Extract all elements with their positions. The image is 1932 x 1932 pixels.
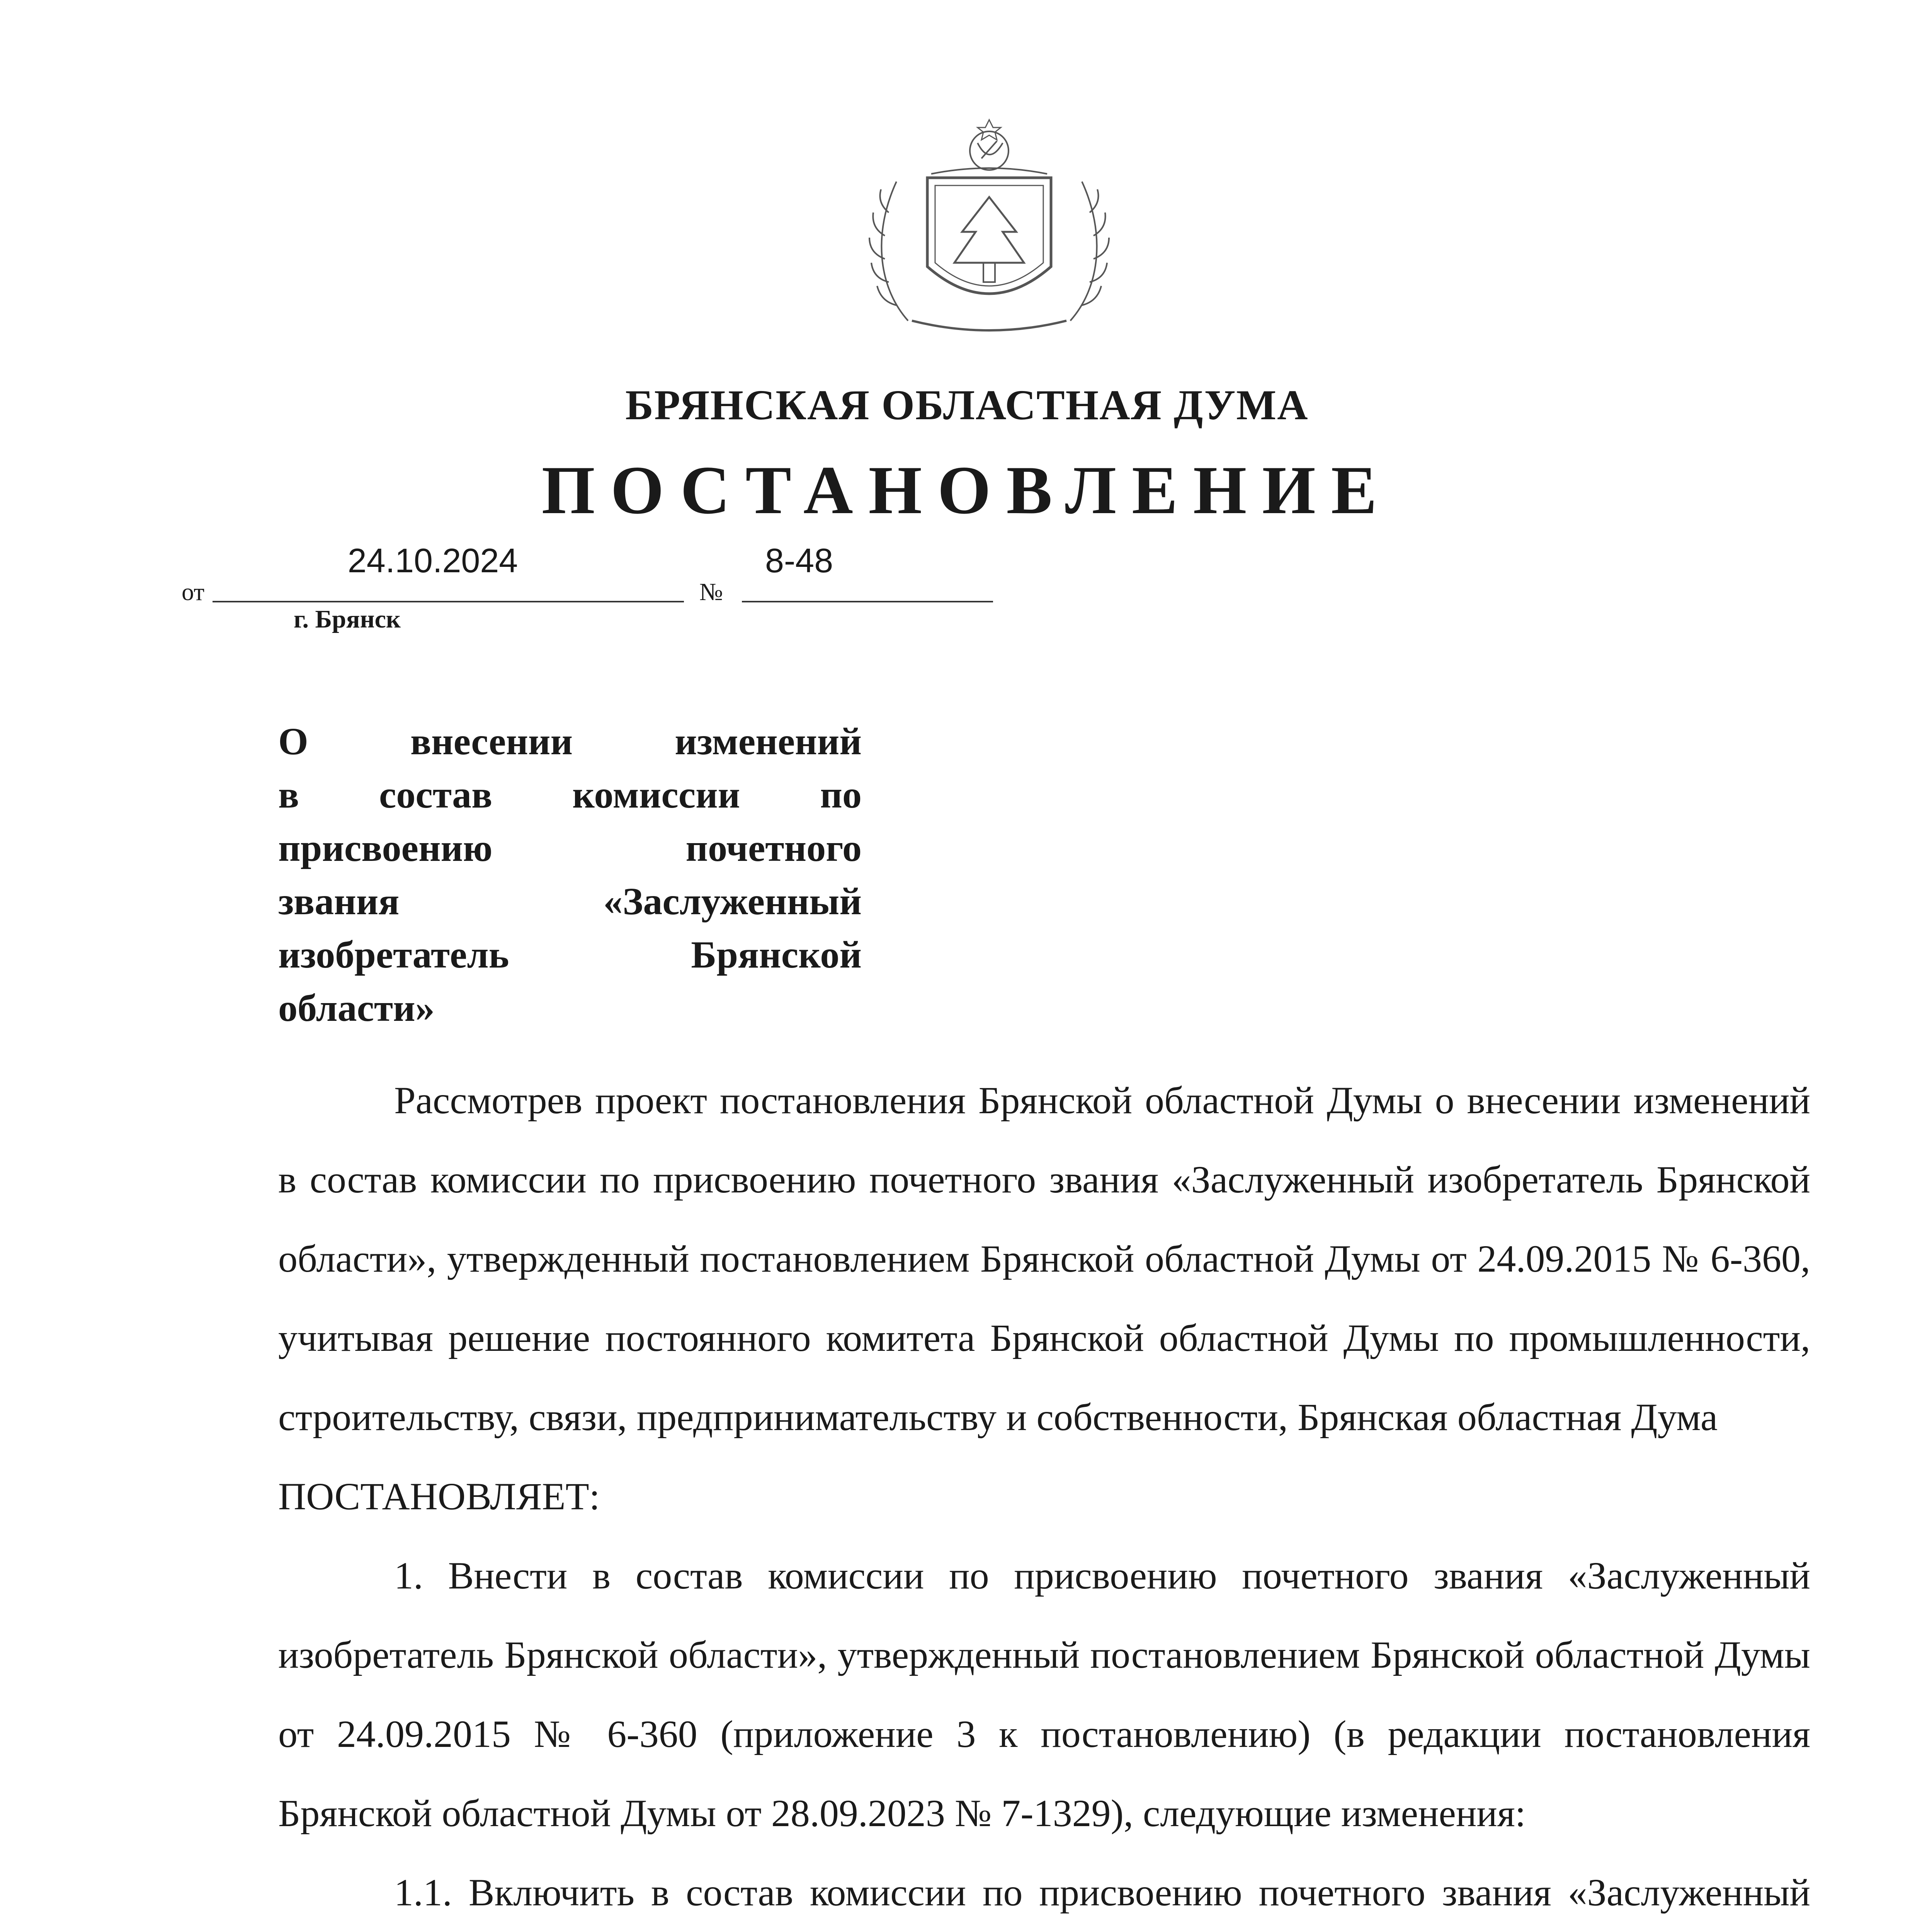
resolves-heading: ПОСТАНОВЛЯЕТ: [278,1475,600,1518]
subject-line: звания «Заслуженный [278,880,862,923]
document-subject [278,715,862,1035]
document-number: 8-48 [765,541,833,580]
number-underline [742,601,993,602]
item-1-paragraph: 1. Внести в состав комиссии по присвоению почетного звания «Заслуженный изобретатель Брянской области», утвержденный постановлением Брянской областной Думы от 24.09.2015 № 6-360 (приложение 3 к постановлению) (в редакции постановления Брянской областной Думы от 28.09.2023 № 7-1329), следующие изменения: [278,1554,1810,1835]
subject-line: О внесении изменений [278,720,862,763]
date-underline [213,601,684,602]
document-date: 24.10.2024 [347,541,518,580]
city-label: г. Брянск [294,605,401,633]
document-type-title: ПОСТАНОВЛЕНИЕ [541,452,1393,528]
subject-line: в состав комиссии по [278,773,862,816]
subject-line: изобретатель Брянской [278,933,862,976]
preamble-paragraph: Рассмотрев проект постановления Брянской областной Думы о внесении изменений в состав комиссии по присвоению почетного звания «Заслуженный изобретатель Брянской области», утвержденный постановлением Брянской областной Думы от 24.09.2015 № 6-360, учитывая решение постоянного комитета Брянской областной Думы по промышленности, строительству, связи, предпринимательству и собственности, Брянская областная Дума [278,1079,1810,1439]
item-1-1-paragraph: 1.1. Включить в состав комиссии по присвоению почетного звания «Заслуженный [394,1871,1810,1914]
document-body [278,1061,1810,1932]
subject-line: области» [278,986,435,1029]
organization-name: БРЯНСКАЯ ОБЛАСТНАЯ ДУМА [625,381,1309,429]
subject-line: присвоению почетного [278,827,862,869]
date-number-line [182,541,838,618]
date-prefix-label: от [182,578,205,605]
coat-of-arms-icon [862,104,1117,344]
number-sign-label: № [699,578,723,605]
